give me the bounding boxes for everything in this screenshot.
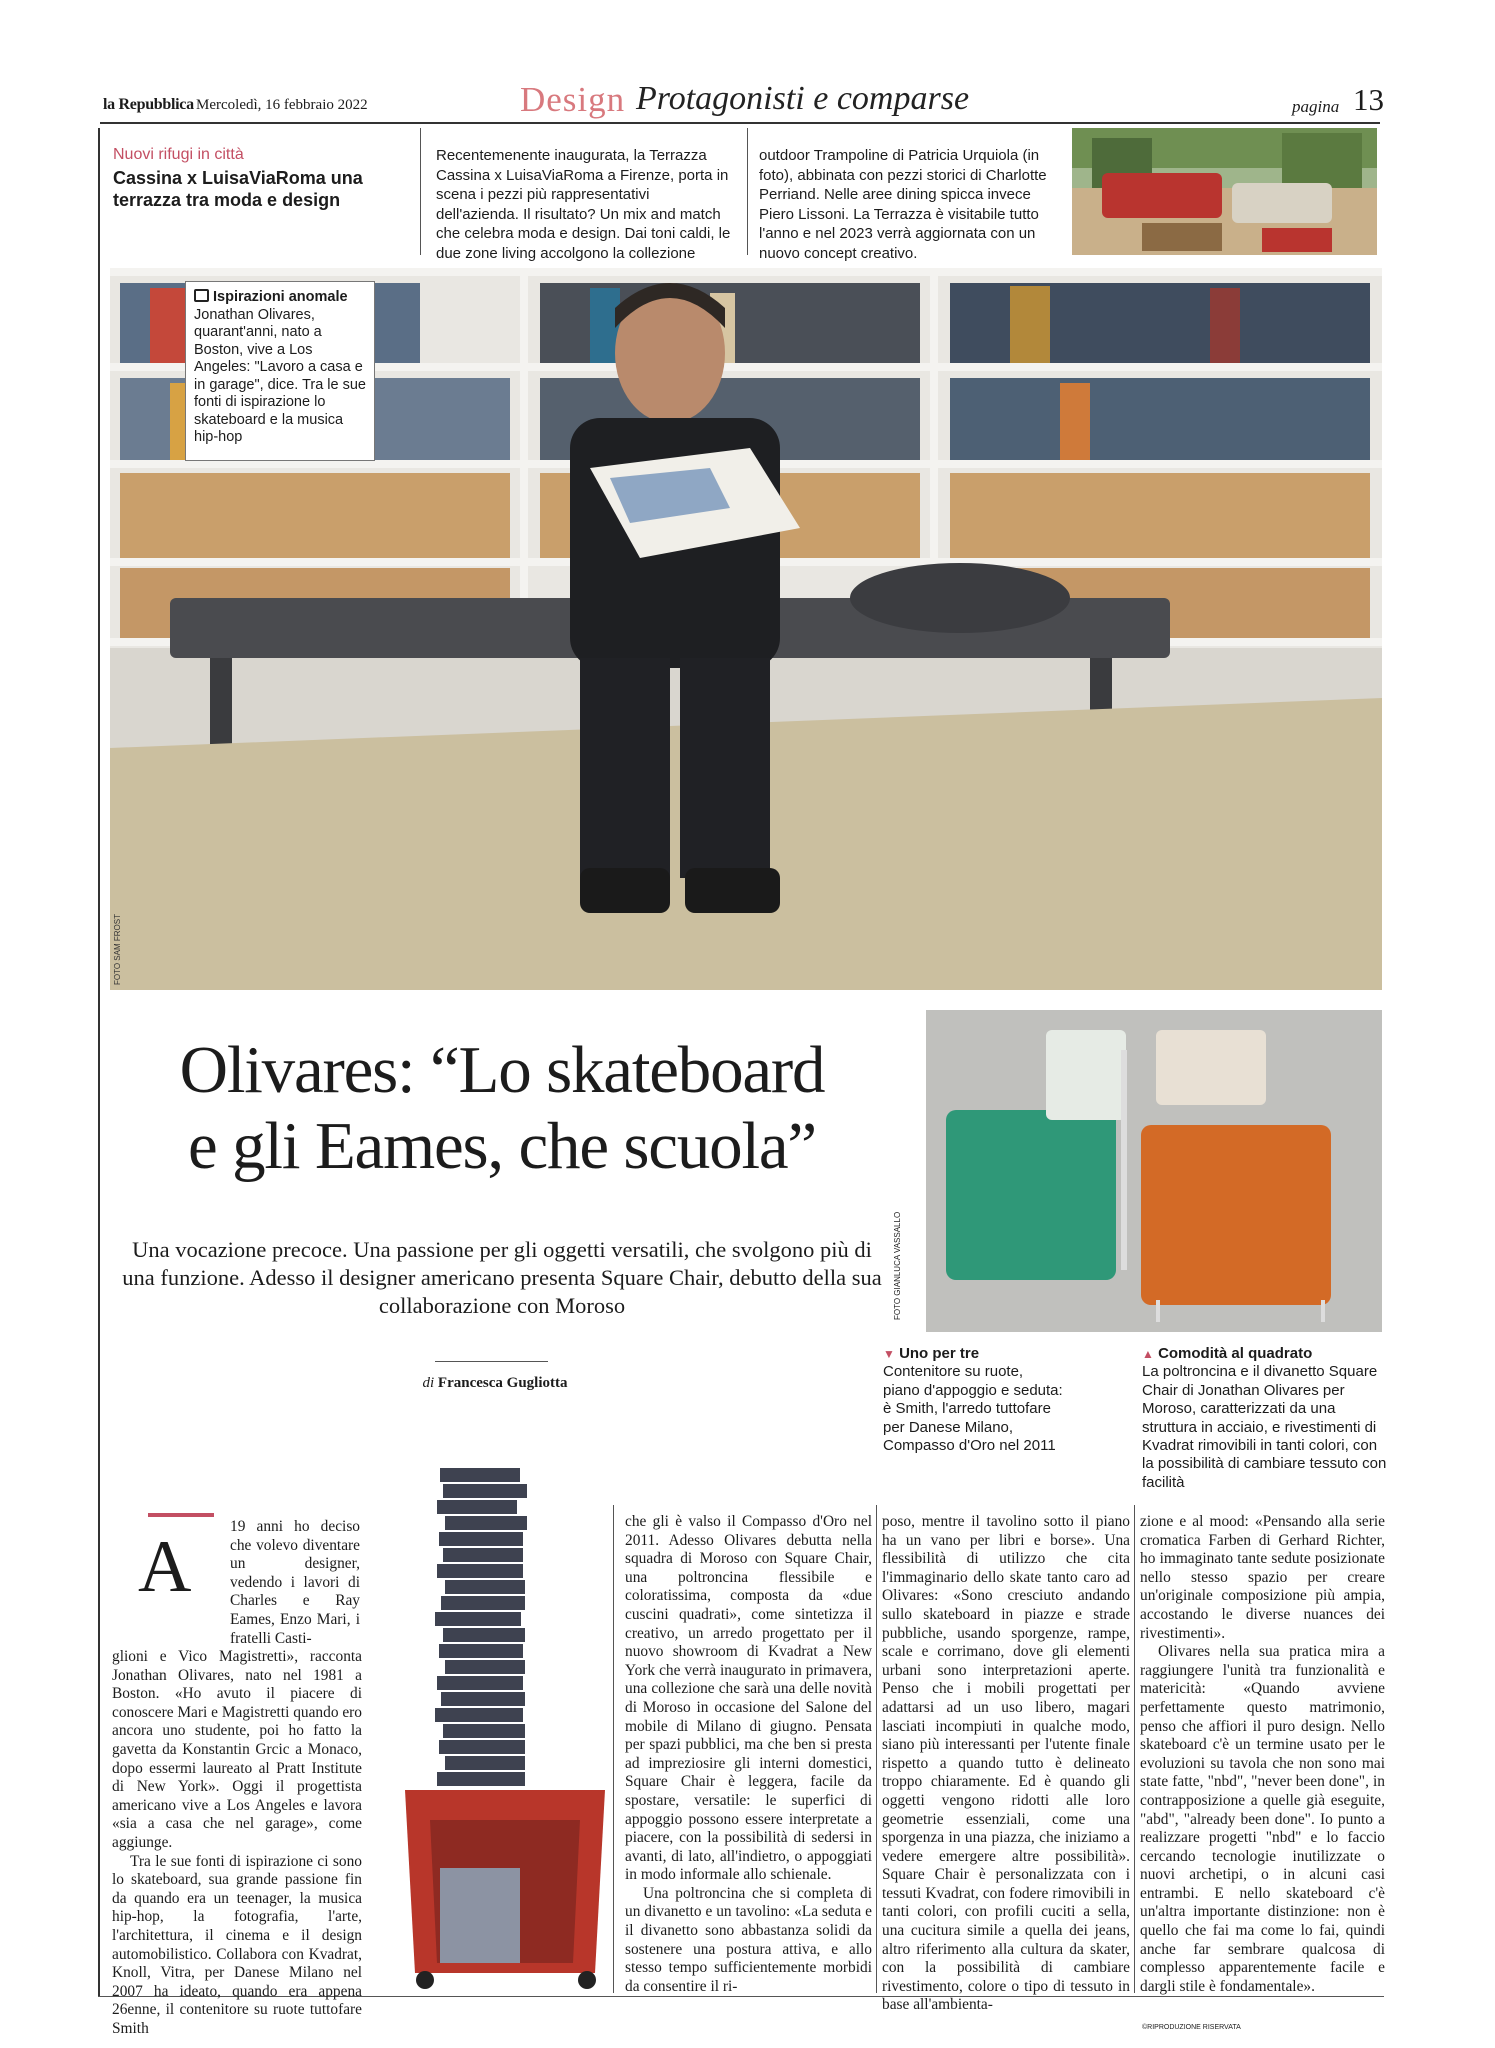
body-col4 [1140,1513,1385,1996]
strip-divider [420,128,421,255]
standfirst: Una vocazione precoce. Una passione per gli oggetti versatili, che svolgono più di una funzione. Adesso il designer americano presenta Square Chair, debutto della sua collaborazione con Moroso [122,1237,882,1318]
product-photo-credit: FOTO GIANLUCA VASSALLO [893,1211,902,1320]
terrace-photo [1072,128,1377,255]
caption-smith [883,1345,1063,1455]
strip-title: Cassina x LuisaViaRoma una terrazza tra moda e design [113,168,363,210]
caption-text: Jonathan Olivares, quarant'anni, nato a Boston, vive a Los Angeles: "Lavoro a casa e in garage", dice. Tra le sue fonti di ispirazione lo skateboard e la musica hip-hop [194,306,366,445]
dropcap-letter: A [138,1526,192,1608]
triangle-up-icon: ▲ [1142,1347,1154,1361]
masthead: la Repubblica [103,96,194,113]
strip-text-col1: Recentemenente inaugurata, la Terrazza Cassina x LuisaViaRoma a Firenze, porta in scena i pezzi più rappresentativi dell'azienda. Il risultato? Un mix and match che celebra moda e design. Dai toni caldi, le due zone living accolgono la collezione [436,147,731,262]
body-paragraph: Olivares nella sua pratica mira a raggiungere l'unità tra funzionalità e matericità: «Quando avviene perfettamente questo matrimonio, penso che affiori il puro design. Nello skateboard c'è un termine usato per le evoluzioni su tavola che non sono mai state fatte, "nbd", "never been done", in contrapposizione a quelle già eseguite, "abd", "already been done". Io punto a realizzare progetti "nbd" e lo faccio cercando tecnologie inutilizzate o nuovi archetipi, o in alcuni casi entrambi. E nello skateboard c'è un'altra importante distinzione: non è quello che fai ma come lo fai, quindi anche far sembrare qualcosa di complesso apparentemente facile e dargli stile è fondamentale». [1140,1643,1385,1995]
headline-line1: Olivares: “Lo skateboard [179,1033,825,1107]
body-col2 [625,1513,872,1996]
smith-container-illustration [395,1468,615,1993]
page-number: 13 [1353,82,1384,117]
triangle-down-icon: ▼ [883,1347,895,1361]
body-paragraph: che gli è valso il Compasso d'Oro nel 2011. Adesso Olivares debutta nella squadra di Moroso con Square Chair, una poltroncina flessibile e coloratissima, composta da «due cuscini quadrati», come sintetizza il creativo, un arredo progettato per il nuovo showroom di Kvadrat a New York che verrà inaugurato in primavera, una collezione che sarà una delle novità di Moroso in occasione del Salone del mobile di Milano di giugno. Pensata per spazi pubblici, ma che ben si presta ad impreziosire gli interni domestici, Square Chair è leggera, facile da spostare, versatile: le superfici di appoggio possono essere interpretate a piacere, con la possibilità di sedersi in avanti, di lato, all'indietro, o appoggiati in modo informale allo schienale. [625,1513,872,1884]
body-paragraph: zione e al mood: «Pensando alla serie cromatica Farben di Gerhard Richter, ho immaginato tante sedute posizionate nello stesso spazio per creare un'originale composizione più ampia, accostando le diverse nuances dei rivestimenti». [1140,1513,1385,1642]
section-subtitle: Protagonisti e comparse [636,80,970,117]
byline-rule [435,1361,548,1362]
copyright-notice: ©RIPRODUZIONE RISERVATA [1142,2024,1241,2031]
column-divider [876,1505,877,1993]
camera-icon [194,289,209,302]
caption-title-row [194,289,366,307]
headline-line2: e gli Eames, che scuola” [188,1109,816,1183]
caption-square-chair-head: Comodità al quadrato [1158,1345,1313,1362]
strip-text-col2: outdoor Trampoline di Patricia Urquiola (in foto), abbinata con pezzi storici di Charlotte Perriand. Nelle aree dining spicca invece Piero Lissoni. La Terrazza è visitabile tutto l'anno e nel 2023 verrà aggiornata con un nuovo concept creativo. [759,147,1047,262]
byline-prefix: di [422,1375,435,1391]
body-paragraph: Tra le sue fonti di ispirazione ci sono lo skateboard, sua grande passione fin da quando era un teenager, la musica hip-hop, la fotografia, l'arte, l'architettura, il cinema e il design automobilistico. Collabora con Kvadrat, Knoll, Vitra, per Danese Milano nel 2007 ha ideato, quando era appena 26enne, il contenitore su ruote tuttofare Smith [112,1852,362,2037]
section-title: Design [520,80,626,119]
body-paragraph: glioni e Vico Magistretti», racconta Jonathan Olivares, nato nel 1981 a Boston. «Ho avuto il piacere di conoscere Mari e Magistretti quando ero ancora uno studente, poi ho fatto la gavetta da Konstantin Grcic a Monaco, dopo essermi laureato al Pratt Institute di New York». Oggi il progettista americano vive a Los Angeles e lavora «sia a casa che nel garage», come aggiunge. [112,1648,363,1851]
caption-smith-text: Contenitore su ruote, piano d'appoggio e seduta: è Smith, l'arredo tuttofare per Danese Milano, Compasso d'Oro nel 2011 [883,1363,1063,1455]
caption-square-chair-text: La poltroncina e il divanetto Square Chair di Jonathan Olivares per Moroso, caratterizzati da una struttura in acciaio, e rivestimenti di Kvadrat rimovibili in tanti colori, con la possibilità di cambiare tessuto con facilità [1142,1363,1387,1491]
header-rule [100,122,1380,124]
dropcap-rule [148,1513,214,1517]
caption-title: Ispirazioni anomale [213,289,348,305]
byline-name: Francesca Gugliotta [437,1375,568,1391]
photo-caption-box [185,281,375,461]
square-chair-photo [926,1010,1382,1332]
headline [112,1032,892,1184]
page-label: pagina [1292,97,1340,116]
caption-square-chair [1142,1345,1387,1492]
byline [400,1375,590,1392]
issue-date: Mercoledì, 16 febbraio 2022 [196,97,368,113]
column-divider [613,1505,614,1993]
photo-credit: FOTO SAM FROST [113,914,122,985]
frame-left-rule [98,128,100,1996]
body-col1 [112,1648,362,2038]
strip-kicker: Nuovi rifugi in città [113,146,244,163]
body-paragraph: poso, mentre il tavolino sotto il piano ha un vano per libri e borse». Una flessibilità di utilizzo che cita l'immaginario dello skate tanto caro ad Olivares: «Sono cresciuto andando sullo skateboard in piazze e strade pubbliche, usando sporgenze, rampe, scale e corrimano, dove gli elementi urbani sono interpretazioni aperte. Penso che i mobili progettati per adattarsi ad un uso libero, magari lasciati incompiuti in qualche modo, siano più interessanti per l'utente finale rispetto a quando tutto è delineato troppo chiaramente. Ed è quando gli oggetti vengono ridotti alle loro geometrie essenziali, come una sporgenza in una piazza, che iniziamo a vedere emergere altre possibilità». Square Chair è personalizzata con i tessuti Kvadrat, con fodere rimovibili in tanti colori, con profili cuciti a sella, una cucitura simile a quella dei jeans, altro riferimento alla cultura da skater, con la possibilità di cambiare rivestimento, colore o tipo di tessuto in base all'ambienta- [882,1513,1130,2014]
body-paragraph: Una poltroncina che si completa di un divanetto e un tavolino: «La seduta e il divanetto sono abbastanza solidi da sostenere una postura attiva, e allo stesso tempo sufficientemente morbidi da consentire il ri- [625,1884,872,1995]
column-divider [1134,1505,1135,1993]
caption-smith-head: Uno per tre [899,1345,980,1362]
strip-divider [747,128,748,255]
body-col1-lead: 19 anni ho deciso che volevo diventare un designer, vedendo i lavori di Charles e Ray Eames, Enzo Mari, i fratelli Casti- [230,1518,360,1647]
body-col3 [882,1513,1130,2015]
